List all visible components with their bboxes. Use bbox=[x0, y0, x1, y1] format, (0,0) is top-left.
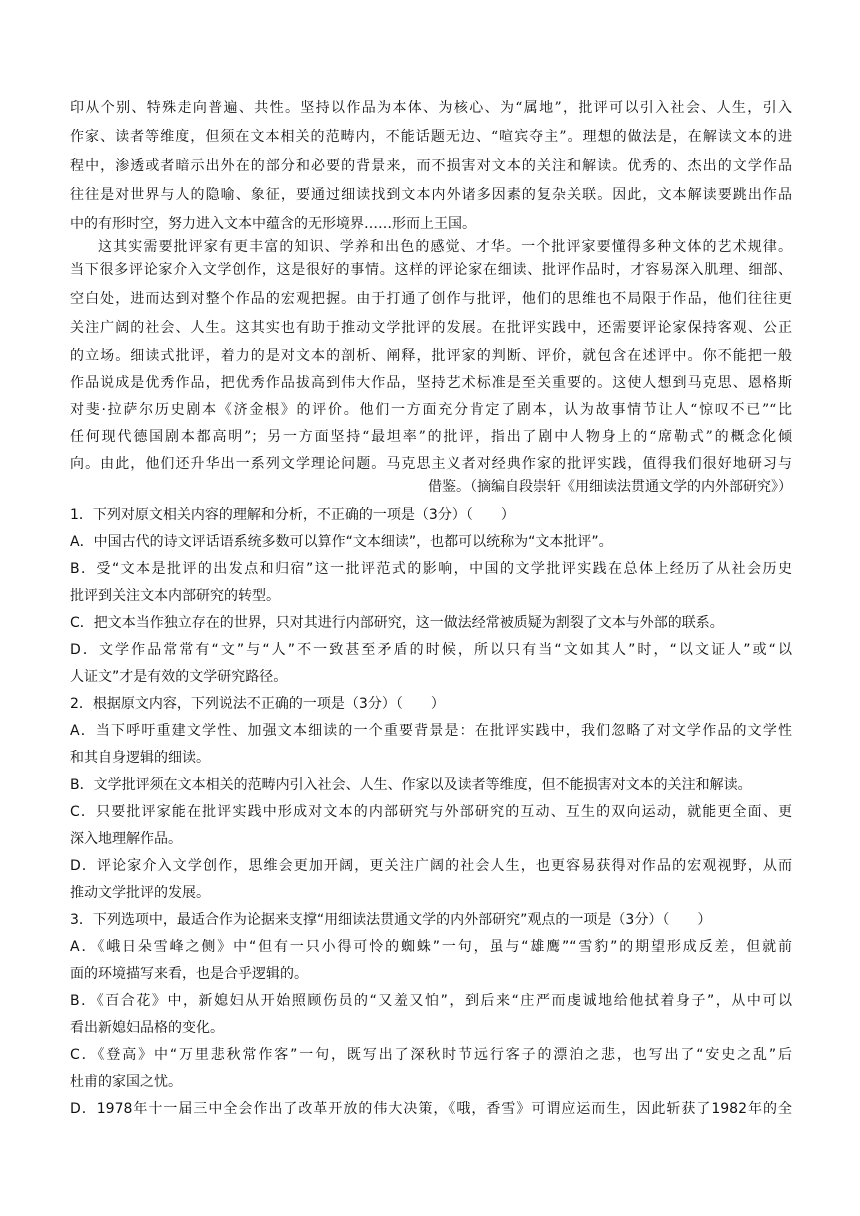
question-option: B．《百合花》中，新媳妇从开始照顾伤员的“又羞又怕”，到后来“庄严而虔诚地给他拭着身子”，从中可以 bbox=[70, 993, 792, 1009]
question-option: D．评论家介入文学创作，思维会更加开阔，更关注广阔的社会人生，也更容易获得对作品的宏观视野，从而 bbox=[70, 858, 792, 874]
passage-line: 作家、读者等维度，但须在文本相关的范畴内，不能话题无边、“喧宾夺主”。理想的做法是，在解读文本的进 bbox=[70, 129, 792, 145]
passage-line: 这其实需要批评家有更丰富的知识、学养和出色的感觉、才华。一个批评家要懂得多种文体的艺术规律。 bbox=[98, 239, 792, 255]
source-citation: 借鉴。（摘编自段崇轩《用细读法贯通文学的内外部研究》） bbox=[428, 479, 792, 495]
question-option: A．当下呼吁重建文学性、加强文本细读的一个重要背景是：在批评实践中，我们忽略了对文学作品的文学性 bbox=[70, 723, 792, 739]
passage-line: 关注广阔的社会、人生。这其实也有助于推动文学批评的发展。在批评实践中，还需要评论家保持客观、公正 bbox=[70, 320, 792, 336]
question-option: B．受“文本是批评的出发点和归宿”这一批评范式的影响，中国的文学批评实践在总体上经历了从社会历史 bbox=[70, 561, 792, 577]
passage-line: 印从个别、特殊走向普遍、共性。坚持以作品为本体、为核心、为“属地”，批评可以引入社会、人生，引入 bbox=[70, 100, 792, 116]
passage-line: 空白处，进而达到对整个作品的宏观把握。由于打通了创作与批评，他们的思维也不局限于作品，他们往往更 bbox=[70, 291, 792, 307]
question-stem: 3．下列选项中，最适合作为论据来支撑“用细读法贯通文学的内外部研究”观点的一项是（3分）（ ） bbox=[70, 912, 712, 928]
question-option-cont: 看出新媳妇品格的变化。 bbox=[70, 1020, 224, 1036]
question-option-cont: 推动文学批评的发展。 bbox=[70, 885, 210, 901]
question-option-cont: 人证文”才是有效的文学研究路径。 bbox=[70, 669, 288, 685]
passage-line: 程中，渗透或者暗示出外在的部分和必要的背景来，而不损害对文本的关注和解读。优秀的、杰出的文学作品 bbox=[70, 158, 792, 174]
question-option: A．中国古代的诗文评话语系统多数可以算作“文本细读”，也都可以统称为“文本批评”。 bbox=[70, 534, 613, 550]
question-option: C．《登高》中“万里悲秋常作客”一句，既写出了深秋时节远行客子的漂泊之悲，也写出了“安史之乱”后 bbox=[70, 1047, 792, 1063]
passage-line: 任何现代德国剧本都高明”；另一方面坚持“最坦率”的批评，指出了剧中人物身上的“席勒式”的概念化倾 bbox=[70, 429, 792, 445]
passage-line: 作品说成是优秀作品，把优秀作品拔高到伟大作品，坚持艺术标准是至关重要的。这使人想到马克思、恩格斯 bbox=[70, 375, 792, 391]
question-option: A．《峨日朵雪峰之侧》中“但有一只小得可怜的蜘蛛”一句，虽与“雄鹰”“雪豹”的期望形成反差，但就前 bbox=[70, 939, 792, 955]
question-option: D．文学作品常常有“文”与“人”不一致甚至矛盾的时候，所以只有当“文如其人”时，“以文证人”或“以 bbox=[70, 642, 792, 658]
question-stem: 2．根据原文内容，下列说法不正确的一项是（3分）（ ） bbox=[70, 696, 445, 712]
question-option: D．1978年十一届三中全会作出了改革开放的伟大决策，《哦，香雪》可谓应运而生，因此斩获了1982年的全 bbox=[70, 1101, 792, 1117]
question-option-cont: 面的环境描写来看，也是合乎逻辑的。 bbox=[70, 966, 308, 982]
passage-line: 当下很多评论家介入文学创作，这是很好的事情。这样的评论家在细读、批评作品时，才容易深入肌理、细部、 bbox=[70, 262, 792, 278]
question-option: C．只要批评家能在批评实践中形成对文本的内部研究与外部研究的互动、互生的双向运动，就能更全面、更 bbox=[70, 804, 792, 820]
question-option-cont: 深入地理解作品。 bbox=[70, 831, 182, 847]
passage-line: 对斐·拉萨尔历史剧本《济金根》的评价。他们一方面充分肯定了剧本，认为故事情节让人“惊叹不已”“比 bbox=[70, 402, 792, 418]
passage-line: 往往是对世界与人的隐喻、象征，要通过细读找到文本内外诸多因素的复杂关联。因此，文本解读要跳出作品 bbox=[70, 187, 792, 203]
passage-line: 中的有形时空，努力进入文本中蕴含的无形境界……形而上王国。 bbox=[70, 216, 476, 232]
question-option-cont: 杜甫的家国之忧。 bbox=[70, 1074, 182, 1090]
question-option: C．把文本当作独立存在的世界，只对其进行内部研究，这一做法经常被质疑为割裂了文本与外部的联系。 bbox=[70, 615, 724, 631]
passage-line: 向。由此，他们还升华出一系列文学理论问题。马克思主义者对经典作家的批评实践，值得我们很好地研习与 bbox=[70, 456, 792, 472]
question-option-cont: 和其自身逻辑的细读。 bbox=[70, 750, 210, 766]
question-option-cont: 批评到关注文本内部研究的转型。 bbox=[70, 588, 280, 604]
passage-line: 的立场。细读式批评，着力的是对文本的剖析、阐释，批评家的判断、评价，就包含在述评中。你不能把一般 bbox=[70, 348, 792, 364]
question-stem: 1．下列对原文相关内容的理解和分析，不正确的一项是（3分）（ ） bbox=[70, 507, 515, 523]
question-option: B．文学批评须在文本相关的范畴内引入社会、人生、作家以及读者等维度，但不能损害对文本的关注和解读。 bbox=[70, 777, 752, 793]
